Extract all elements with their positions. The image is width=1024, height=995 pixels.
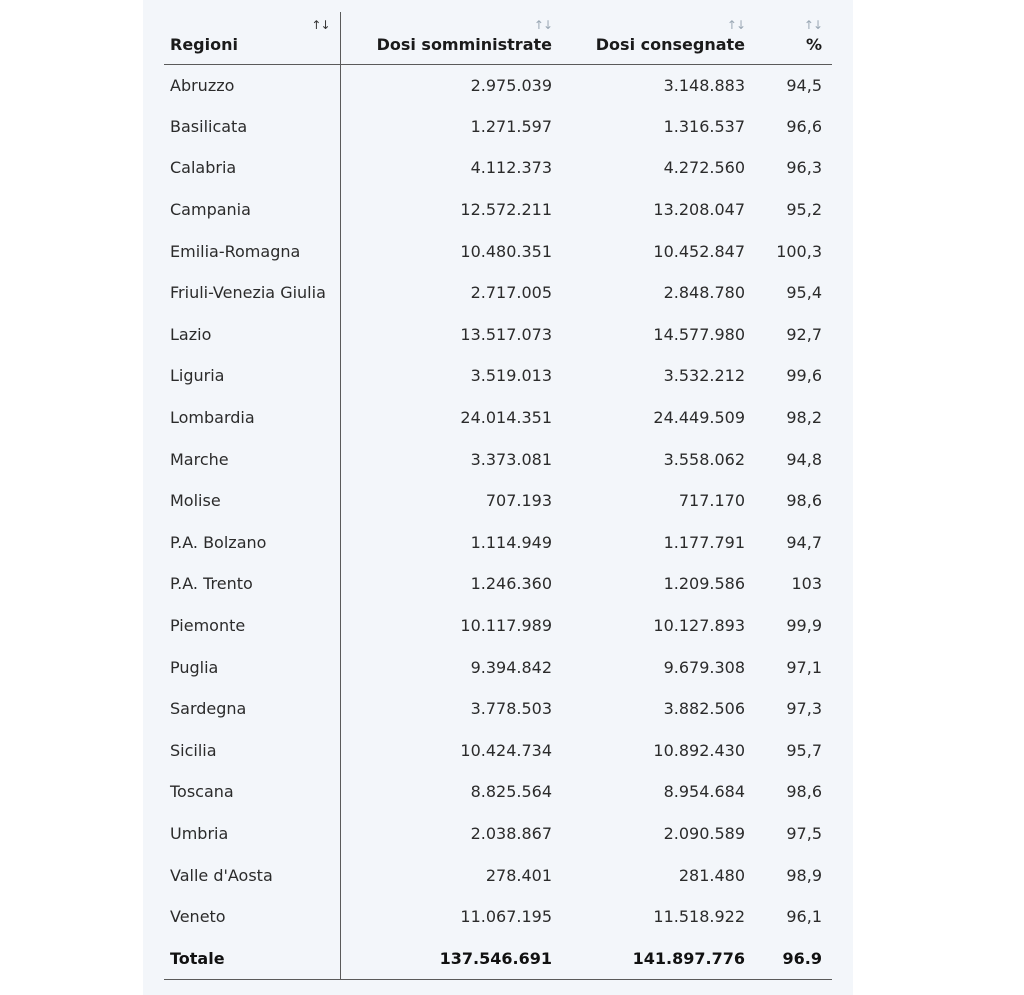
cell-delivered: 3.148.883 — [663, 75, 745, 95]
cell-administered: 10.480.351 — [460, 241, 552, 261]
cell-region: Lazio — [164, 314, 340, 356]
cell-administered: 2.717.005 — [470, 283, 552, 303]
cell-region: Piemonte — [164, 605, 340, 647]
table-row — [164, 147, 832, 189]
cell-percent: 95,2 — [786, 200, 822, 220]
cell-region: Molise — [164, 480, 340, 522]
table-row — [164, 438, 832, 480]
cell-administered: 9.394.842 — [470, 657, 552, 677]
cell-administered: 13.517.073 — [460, 324, 552, 344]
table-row — [164, 189, 832, 231]
cell-percent: 97,3 — [786, 699, 822, 719]
cell-delivered: 1.177.791 — [663, 532, 745, 552]
cell-delivered: 3.532.212 — [663, 366, 745, 386]
cell-administered: 3.519.013 — [470, 366, 552, 386]
cell-region: Lombardia — [164, 397, 340, 439]
table-row — [164, 522, 832, 564]
cell-delivered: 3.558.062 — [663, 449, 745, 469]
cell-administered: 1.271.597 — [470, 116, 552, 136]
total-cell-administered: 137.546.691 — [340, 937, 562, 979]
table-row — [164, 563, 832, 605]
column-header-label: Dosi consegnate — [595, 34, 745, 54]
cell-percent: 99,9 — [786, 616, 822, 636]
column-header-label: % — [805, 34, 822, 54]
cell-delivered: 11.518.922 — [653, 907, 745, 927]
cell-percent: 99,6 — [786, 366, 822, 386]
cell-percent: 98,6 — [786, 491, 822, 511]
table-row — [164, 480, 832, 522]
cell-administered: 2.038.867 — [470, 823, 552, 843]
table-row — [164, 730, 832, 772]
cell-administered: 24.014.351 — [460, 408, 552, 428]
cell-percent: 94,8 — [786, 449, 822, 469]
cell-percent: 94,5 — [786, 75, 822, 95]
column-header-dosi-somministrate[interactable] — [340, 12, 562, 64]
cell-administered: 278.401 — [485, 865, 552, 885]
table-body — [164, 64, 832, 979]
cell-administered: 10.117.989 — [460, 616, 552, 636]
cell-region: Valle d'Aosta — [164, 854, 340, 896]
cell-region: Abruzzo — [164, 64, 340, 106]
table-row — [164, 397, 832, 439]
cell-delivered: 717.170 — [678, 491, 745, 511]
cell-delivered: 24.449.509 — [653, 408, 745, 428]
cell-administered: 3.778.503 — [470, 699, 552, 719]
table-row — [164, 230, 832, 272]
cell-region: Basilicata — [164, 106, 340, 148]
cell-percent: 95,4 — [786, 283, 822, 303]
sort-icon[interactable]: ↑↓ — [311, 18, 330, 32]
cell-administered: 11.067.195 — [460, 907, 552, 927]
sort-icon[interactable]: ↑↓ — [533, 18, 552, 32]
cell-administered: 707.193 — [485, 491, 552, 511]
cell-percent: 98,9 — [786, 865, 822, 885]
cell-region: Sicilia — [164, 730, 340, 772]
cell-region: P.A. Bolzano — [164, 522, 340, 564]
cell-region: Marche — [164, 438, 340, 480]
cell-percent: 96,1 — [786, 907, 822, 927]
cell-delivered: 10.452.847 — [653, 241, 745, 261]
cell-percent: 97,1 — [786, 657, 822, 677]
total-row — [164, 937, 832, 979]
column-header-regioni[interactable] — [164, 12, 340, 64]
cell-delivered: 4.272.560 — [663, 158, 745, 178]
cell-percent: 98,6 — [786, 782, 822, 802]
cell-region: Calabria — [164, 147, 340, 189]
cell-administered: 4.112.373 — [470, 158, 552, 178]
column-header-label: Dosi somministrate — [376, 34, 552, 54]
table-row — [164, 272, 832, 314]
header-row — [164, 12, 832, 64]
cell-administered: 12.572.211 — [460, 200, 552, 220]
cell-percent: 98,2 — [786, 408, 822, 428]
table-row — [164, 854, 832, 896]
cell-percent: 95,7 — [786, 740, 822, 760]
column-header-dosi-consegnate[interactable] — [562, 12, 755, 64]
cell-region: Friuli-Venezia Giulia — [164, 272, 340, 314]
vaccine-doses-table — [164, 12, 832, 980]
table-row — [164, 646, 832, 688]
total-cell-delivered: 141.897.776 — [562, 937, 755, 979]
cell-region: Sardegna — [164, 688, 340, 730]
cell-region: Umbria — [164, 813, 340, 855]
cell-delivered: 14.577.980 — [653, 324, 745, 344]
table-row — [164, 813, 832, 855]
cell-administered: 8.825.564 — [470, 782, 552, 802]
cell-delivered: 10.127.893 — [653, 616, 745, 636]
cell-delivered: 13.208.047 — [653, 200, 745, 220]
cell-region: Emilia-Romagna — [164, 230, 340, 272]
cell-percent: 96,3 — [786, 158, 822, 178]
table-row — [164, 64, 832, 106]
column-header-percent[interactable] — [755, 12, 832, 64]
total-cell-percent: 96.9 — [755, 937, 832, 979]
cell-percent: 96,6 — [786, 116, 822, 136]
cell-administered: 2.975.039 — [470, 75, 552, 95]
cell-region: Puglia — [164, 646, 340, 688]
cell-delivered: 8.954.684 — [663, 782, 745, 802]
cell-percent: 92,7 — [786, 324, 822, 344]
cell-percent: 103 — [791, 574, 822, 594]
column-header-label: Regioni — [170, 34, 238, 54]
cell-delivered: 2.090.589 — [663, 823, 745, 843]
sort-icon[interactable]: ↑↓ — [803, 18, 822, 32]
cell-percent: 94,7 — [786, 532, 822, 552]
cell-delivered: 2.848.780 — [663, 283, 745, 303]
cell-delivered: 1.209.586 — [663, 574, 745, 594]
table-row — [164, 355, 832, 397]
table-row — [164, 605, 832, 647]
sort-icon[interactable]: ↑↓ — [726, 18, 745, 32]
table-panel — [143, 0, 853, 995]
cell-administered: 1.246.360 — [470, 574, 552, 594]
cell-delivered: 10.892.430 — [653, 740, 745, 760]
cell-percent: 100,3 — [776, 241, 822, 261]
table-row — [164, 896, 832, 938]
cell-region: Campania — [164, 189, 340, 231]
cell-administered: 10.424.734 — [460, 740, 552, 760]
cell-percent: 97,5 — [786, 823, 822, 843]
cell-region: Liguria — [164, 355, 340, 397]
table-row — [164, 688, 832, 730]
table-row — [164, 771, 832, 813]
cell-region: Veneto — [164, 896, 340, 938]
cell-administered: 1.114.949 — [470, 532, 552, 552]
cell-region: Toscana — [164, 771, 340, 813]
table-row — [164, 314, 832, 356]
cell-administered: 3.373.081 — [470, 449, 552, 469]
table-row — [164, 106, 832, 148]
cell-region: P.A. Trento — [164, 563, 340, 605]
total-cell-region: Totale — [164, 937, 340, 979]
cell-delivered: 3.882.506 — [663, 699, 745, 719]
cell-delivered: 9.679.308 — [663, 657, 745, 677]
cell-delivered: 281.480 — [678, 865, 745, 885]
cell-delivered: 1.316.537 — [663, 116, 745, 136]
